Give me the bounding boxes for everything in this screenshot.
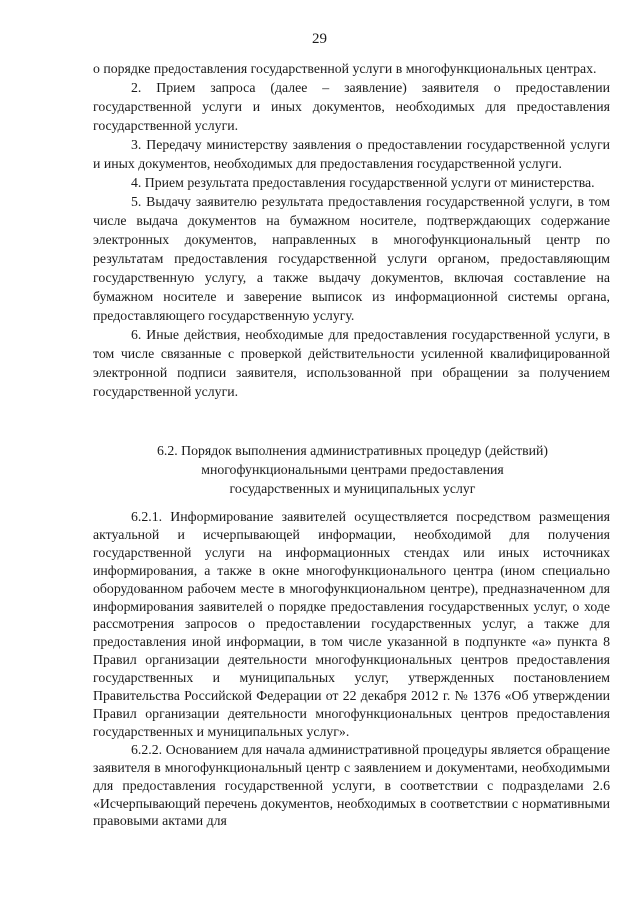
paragraph: 6.2.1. Информирование заявителей осуществляется посредством размещения актуальной и исчерпывающей информации, необходимой для получения государственной услуги на информационных стендах или иных источниках информирования, а также в окне многофункционального центра (ином специально оборудованном рабочем месте в многофункциональном центре), предназначенном для информирования заявителей о порядке предоставления государственных услуг, о ходе рассмотрения запросов о предоставлении государственных услуг, а также для предоставления иной информации, в том числе указанной в подпункте «а» пункта 8 Правил организации деятельности многофункциональных центров предоставления государственных и муниципальных услуг, утвержденных постановлением Правительства Российской Федерации от 22 декабря 2012 г. № 1376 «Об утверждении Правил организации деятельности многофункциональных центров предоставления государственных и муниципальных услуг». [93,509,610,739]
body-text-section [93,508,610,830]
body-text-top [93,59,610,401]
section-heading-line: государственных и муниципальных услуг [229,481,476,496]
paragraph: 2. Прием запроса (далее – заявление) заявителя о предоставлении государственной услуги и иных документов, необходимых для предоставления государственной услуги. [93,80,610,133]
paragraph: 4. Прием результата предоставления государственной услуги от министерства. [131,175,595,190]
paragraph: 3. Передачу министерству заявления о предоставлении государственной услуги и иных документов, необходимых для предоставления государственной услуги. [93,137,610,171]
section-heading [95,441,610,498]
paragraph: о порядке предоставления государственной услуги в многофункциональных центрах. [93,61,597,76]
paragraph: 6. Иные действия, необходимые для предоставления государственной услуги, в том числе связанные с проверкой действительности усиленной квалифицированной электронной подписи заявителя, использованной при обращении за получением государственной услуги. [93,327,610,399]
page-number: 29 [312,31,327,47]
section-heading-line: 6.2. Порядок выполнения административных процедур (действий) [156,443,549,458]
section-heading-line: многофункциональными центрами предоставления [201,462,504,477]
paragraph: 5. Выдачу заявителю результата предоставления государственной услуги, в том числе выдача документов на бумажном носителе, подтверждающих содержание электронных документов, направленных в многофункциональный центр по результатам предоставления государственной услуги органом, предоставляющим государственную услугу, а также выдачу документов, включая составление на бумажном носителе и заверение выписок из информационной системы органа, предоставляющего государственную услугу. [93,194,610,323]
paragraph: 6.2.2. Основанием для начала административной процедуры является обращение заявителя в многофункциональный центр с заявлением и документами, необходимыми для предоставления государственной услуги, в соответствии с подразделами 2.6 «Исчерпывающий перечень документов, необходимых в соответствии с нормативными правовыми актами для [93,741,610,829]
